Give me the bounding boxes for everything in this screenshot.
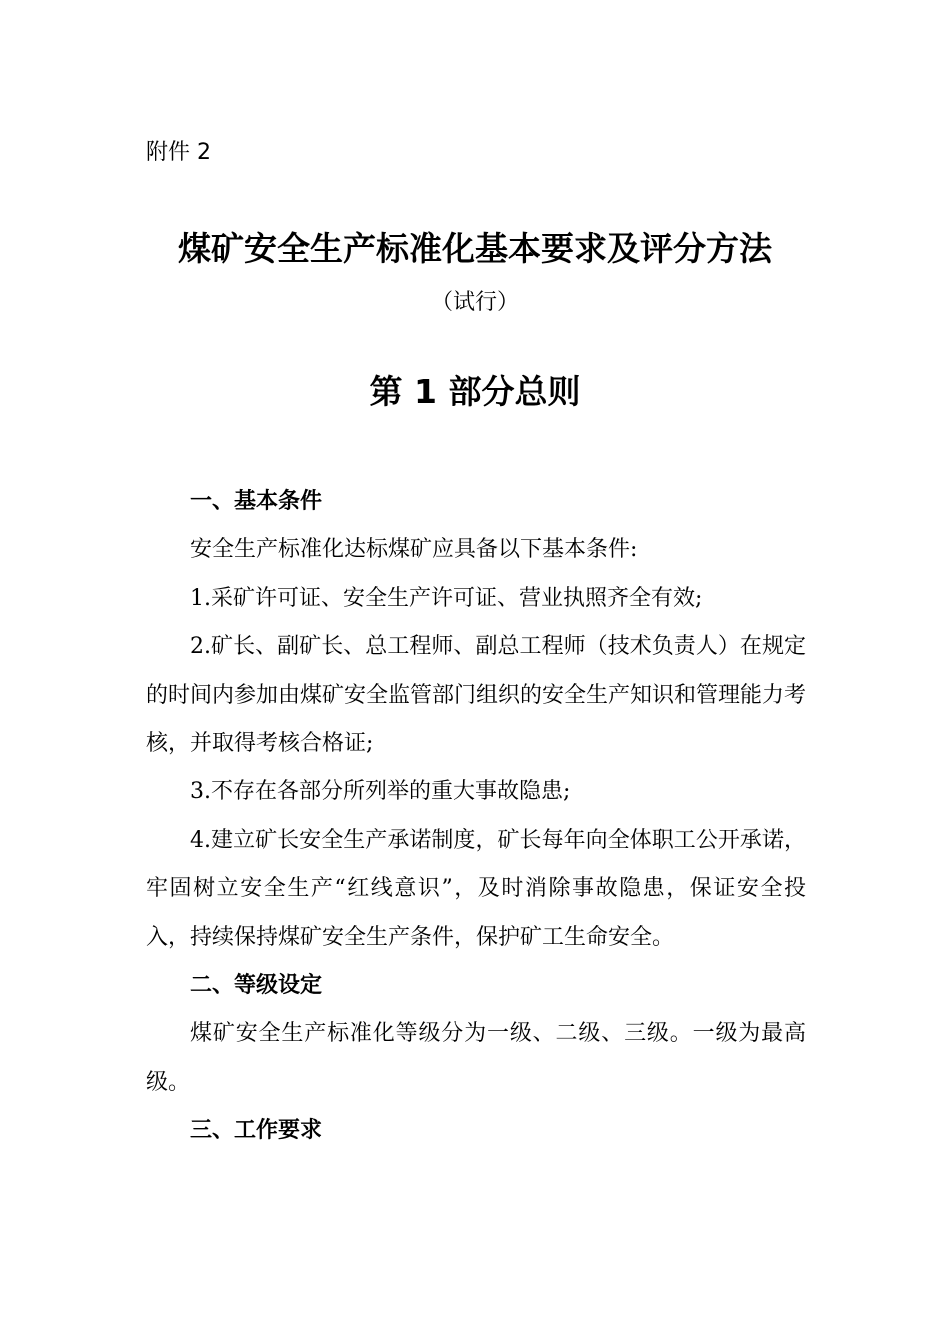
section-heading-grade-setting: 二、等级设定 (190, 973, 323, 999)
paragraph-item-4: 4.建立矿长安全生产承诺制度，矿长每年向全体职工公开承诺，牢固树立安全生产“红线意识”，及时消除事故隐患，保证安全投入，持续保持煤矿安全生产条件，保护矿工生命安全。 (146, 827, 806, 950)
paragraph-item-3: 3.不存在各部分所列举的重大事故隐患; (190, 779, 571, 805)
document-body (146, 478, 806, 1156)
document-title: 煤矿安全生产标准化基本要求及评分方法 (178, 229, 772, 268)
attachment-label: 附件 2 (146, 140, 211, 165)
part-title: 第 1 部分总则 (369, 372, 581, 411)
paragraph-item-1: 1.采矿许可证、安全生产许可证、营业执照齐全有效; (190, 585, 703, 611)
paragraph-grades: 煤矿安全生产标准化等级分为一级、二级、三级。一级为最高级。 (146, 1021, 806, 1095)
document-subtitle: （试行） (430, 290, 519, 315)
section-heading-work-requirements: 三、工作要求 (190, 1118, 323, 1144)
section-heading-basic-conditions: 一、基本条件 (190, 489, 323, 514)
paragraph-item-2: 2.矿长、副矿长、总工程师、副总工程师（技术负责人）在规定的时间内参加由煤矿安全监管部门组织的安全生产知识和管理能力考核，并取得考核合格证; (146, 634, 807, 757)
paragraph-intro: 安全生产标准化达标煤矿应具备以下基本条件: (190, 537, 638, 563)
